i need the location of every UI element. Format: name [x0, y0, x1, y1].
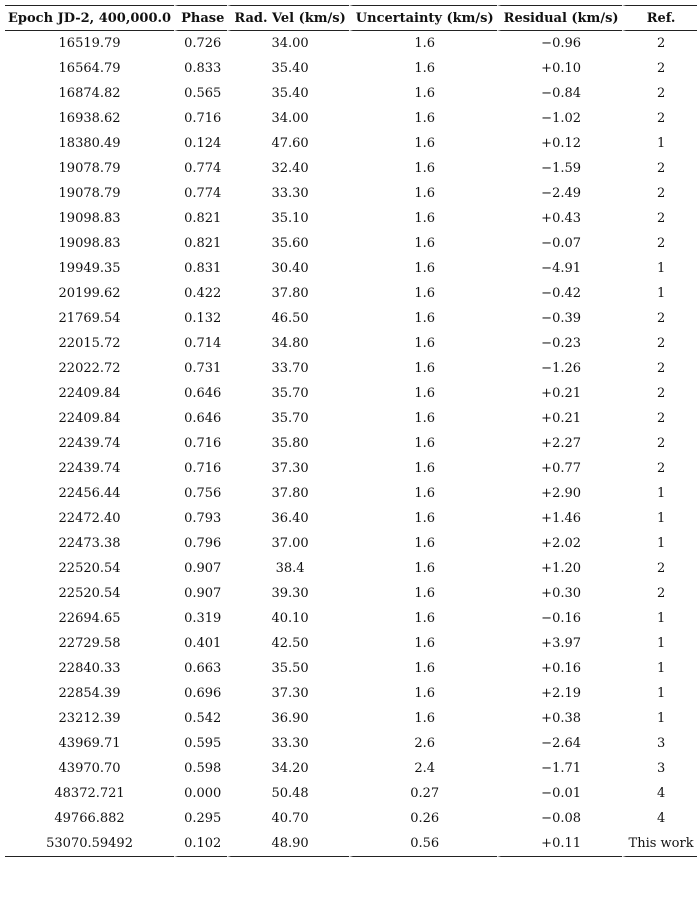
cell-epoch: 53070.59492 — [5, 831, 174, 857]
cell-residual: −1.26 — [497, 356, 622, 381]
table-row — [5, 56, 697, 81]
cell-residual: +2.90 — [497, 481, 622, 506]
cell-phase: 0.907 — [174, 556, 227, 581]
cell-radial-velocity: 37.30 — [227, 681, 348, 706]
cell-uncertainty: 1.6 — [349, 631, 497, 656]
cell-uncertainty: 1.6 — [349, 331, 497, 356]
cell-reference: 2 — [622, 406, 697, 431]
cell-reference: 2 — [622, 556, 697, 581]
cell-uncertainty: 1.6 — [349, 706, 497, 731]
table-row — [5, 531, 697, 556]
cell-uncertainty: 1.6 — [349, 106, 497, 131]
cell-radial-velocity: 34.20 — [227, 756, 348, 781]
cell-uncertainty: 1.6 — [349, 256, 497, 281]
table-row — [5, 506, 697, 531]
table-row — [5, 306, 697, 331]
cell-residual: +0.10 — [497, 56, 622, 81]
cell-uncertainty: 1.6 — [349, 481, 497, 506]
cell-residual: +0.11 — [497, 831, 622, 857]
cell-reference: 2 — [622, 56, 697, 81]
cell-epoch: 43970.70 — [58, 761, 121, 776]
table-row — [5, 181, 697, 206]
cell-uncertainty: 1.6 — [349, 181, 497, 206]
cell-epoch: 23212.39 — [58, 711, 121, 726]
cell-reference: 2 — [622, 306, 697, 331]
cell-residual: +2.02 — [497, 531, 622, 556]
table-row — [5, 231, 697, 256]
table-row — [5, 106, 697, 131]
cell-uncertainty: 1.6 — [349, 506, 497, 531]
cell-epoch: 19098.83 — [58, 236, 121, 251]
cell-uncertainty: 1.6 — [349, 681, 497, 706]
cell-epoch: 22520.54 — [58, 561, 121, 576]
cell-reference: 1 — [622, 481, 697, 506]
table-row — [5, 131, 697, 156]
cell-reference: 1 — [622, 606, 697, 631]
header-residual: Residual (km/s) — [497, 5, 622, 31]
cell-epoch: 19098.83 — [58, 211, 121, 226]
cell-phase: 0.000 — [174, 781, 227, 806]
cell-phase: 0.774 — [174, 156, 227, 181]
cell-residual: −0.01 — [497, 781, 622, 806]
cell-radial-velocity: 36.90 — [227, 706, 348, 731]
cell-uncertainty: 1.6 — [349, 206, 497, 231]
cell-radial-velocity: 33.30 — [227, 181, 348, 206]
header-epoch: Epoch JD-2, 400,000.0 — [5, 5, 174, 31]
cell-radial-velocity: 47.60 — [227, 131, 348, 156]
cell-uncertainty: 2.4 — [349, 756, 497, 781]
cell-phase: 0.646 — [174, 406, 227, 431]
header-reference: Ref. — [622, 5, 697, 31]
cell-radial-velocity: 36.40 — [227, 506, 348, 531]
cell-phase: 0.295 — [174, 806, 227, 831]
cell-reference: 1 — [622, 131, 697, 156]
cell-phase: 0.831 — [174, 256, 227, 281]
cell-epoch: 22840.33 — [58, 661, 121, 676]
cell-residual: −1.71 — [497, 756, 622, 781]
table-row — [5, 356, 697, 381]
table-row — [5, 681, 697, 706]
cell-radial-velocity: 38.4 — [227, 556, 348, 581]
cell-radial-velocity: 34.00 — [227, 31, 348, 56]
cell-uncertainty: 1.6 — [349, 281, 497, 306]
cell-reference: 2 — [622, 456, 697, 481]
cell-reference: 1 — [622, 706, 697, 731]
table-row — [5, 406, 697, 431]
cell-epoch: 16874.82 — [58, 86, 121, 101]
cell-phase: 0.907 — [174, 581, 227, 606]
cell-epoch: 22409.84 — [58, 386, 121, 401]
cell-uncertainty: 1.6 — [349, 306, 497, 331]
cell-phase: 0.714 — [174, 331, 227, 356]
table-row — [5, 781, 697, 806]
cell-phase: 0.696 — [174, 681, 227, 706]
cell-phase: 0.663 — [174, 656, 227, 681]
table-row — [5, 81, 697, 106]
cell-uncertainty: 1.6 — [349, 606, 497, 631]
cell-radial-velocity: 34.00 — [227, 106, 348, 131]
cell-radial-velocity: 34.80 — [227, 331, 348, 356]
cell-radial-velocity: 35.80 — [227, 431, 348, 456]
cell-radial-velocity: 33.70 — [227, 356, 348, 381]
cell-epoch: 48372.721 — [54, 786, 125, 801]
table-row — [5, 806, 697, 831]
cell-uncertainty: 1.6 — [349, 31, 497, 56]
cell-radial-velocity: 35.70 — [227, 381, 348, 406]
table-row — [5, 331, 697, 356]
cell-uncertainty: 1.6 — [349, 381, 497, 406]
cell-epoch: 22472.40 — [58, 511, 121, 526]
cell-radial-velocity: 42.50 — [227, 631, 348, 656]
cell-uncertainty: 0.26 — [349, 806, 497, 831]
cell-residual: −2.49 — [497, 181, 622, 206]
cell-phase: 0.796 — [174, 531, 227, 556]
cell-phase: 0.595 — [174, 731, 227, 756]
cell-epoch: 16938.62 — [58, 111, 121, 126]
table-row — [5, 381, 697, 406]
cell-epoch: 22694.65 — [58, 611, 121, 626]
table-row — [5, 556, 697, 581]
table-row — [5, 206, 697, 231]
table-row — [5, 31, 697, 56]
cell-reference: 1 — [622, 531, 697, 556]
cell-epoch: 18380.49 — [58, 136, 121, 151]
cell-epoch: 22409.84 — [58, 411, 121, 426]
cell-radial-velocity: 40.70 — [227, 806, 348, 831]
cell-uncertainty: 0.56 — [349, 831, 497, 857]
cell-phase: 0.542 — [174, 706, 227, 731]
cell-phase: 0.821 — [174, 231, 227, 256]
cell-phase: 0.793 — [174, 506, 227, 531]
cell-radial-velocity: 37.00 — [227, 531, 348, 556]
cell-epoch: 22015.72 — [58, 336, 121, 351]
cell-radial-velocity: 37.80 — [227, 281, 348, 306]
cell-residual: −0.42 — [497, 281, 622, 306]
cell-residual: −1.59 — [497, 156, 622, 181]
cell-radial-velocity: 40.10 — [227, 606, 348, 631]
cell-residual: −4.91 — [497, 256, 622, 281]
cell-reference: 2 — [622, 181, 697, 206]
cell-reference: 1 — [622, 256, 697, 281]
cell-reference: 2 — [622, 331, 697, 356]
cell-phase: 0.726 — [174, 31, 227, 56]
cell-uncertainty: 1.6 — [349, 406, 497, 431]
header-row — [5, 5, 697, 31]
cell-phase: 0.598 — [174, 756, 227, 781]
cell-uncertainty: 2.6 — [349, 731, 497, 756]
header-radial-velocity: Rad. Vel (km/s) — [227, 5, 348, 31]
table-row — [5, 581, 697, 606]
cell-residual: +2.27 — [497, 431, 622, 456]
cell-residual: +0.30 — [497, 581, 622, 606]
table-row — [5, 156, 697, 181]
cell-residual: +1.46 — [497, 506, 622, 531]
cell-radial-velocity: 35.60 — [227, 231, 348, 256]
table-row — [5, 731, 697, 756]
cell-radial-velocity: 48.90 — [227, 831, 348, 857]
cell-residual: +3.97 — [497, 631, 622, 656]
cell-residual: −0.08 — [497, 806, 622, 831]
cell-uncertainty: 1.6 — [349, 131, 497, 156]
cell-uncertainty: 0.27 — [349, 781, 497, 806]
cell-reference: This work — [622, 831, 697, 857]
table-row — [5, 281, 697, 306]
cell-reference: 3 — [622, 756, 697, 781]
cell-uncertainty: 1.6 — [349, 81, 497, 106]
cell-residual: +0.16 — [497, 656, 622, 681]
cell-radial-velocity: 35.40 — [227, 81, 348, 106]
cell-uncertainty: 1.6 — [349, 431, 497, 456]
cell-uncertainty: 1.6 — [349, 156, 497, 181]
cell-reference: 2 — [622, 356, 697, 381]
cell-residual: −0.07 — [497, 231, 622, 256]
cell-phase: 0.422 — [174, 281, 227, 306]
cell-epoch: 22439.74 — [58, 436, 121, 451]
cell-residual: −0.39 — [497, 306, 622, 331]
cell-uncertainty: 1.6 — [349, 456, 497, 481]
cell-epoch: 19078.79 — [58, 186, 121, 201]
table-row — [5, 706, 697, 731]
table-body — [5, 31, 697, 857]
cell-phase: 0.716 — [174, 456, 227, 481]
cell-radial-velocity: 35.50 — [227, 656, 348, 681]
cell-radial-velocity: 32.40 — [227, 156, 348, 181]
cell-radial-velocity: 37.30 — [227, 456, 348, 481]
cell-residual: +0.21 — [497, 381, 622, 406]
radial-velocity-table — [5, 5, 697, 857]
cell-phase: 0.646 — [174, 381, 227, 406]
cell-reference: 1 — [622, 281, 697, 306]
header-phase: Phase — [174, 5, 227, 31]
cell-reference: 2 — [622, 106, 697, 131]
cell-epoch: 16564.79 — [58, 61, 121, 76]
cell-reference: 1 — [622, 506, 697, 531]
cell-residual: −0.84 — [497, 81, 622, 106]
cell-radial-velocity: 30.40 — [227, 256, 348, 281]
cell-epoch: 22520.54 — [58, 586, 121, 601]
table-row — [5, 656, 697, 681]
cell-radial-velocity: 33.30 — [227, 731, 348, 756]
table-row — [5, 831, 697, 857]
cell-epoch: 16519.79 — [58, 36, 121, 51]
cell-reference: 1 — [622, 681, 697, 706]
header-uncertainty: Uncertainty (km/s) — [349, 5, 497, 31]
cell-epoch: 22729.58 — [58, 636, 121, 651]
cell-phase: 0.124 — [174, 131, 227, 156]
cell-phase: 0.102 — [174, 831, 227, 857]
cell-radial-velocity: 46.50 — [227, 306, 348, 331]
cell-reference: 2 — [622, 431, 697, 456]
cell-residual: −0.23 — [497, 331, 622, 356]
cell-epoch: 22473.38 — [58, 536, 121, 551]
cell-residual: +2.19 — [497, 681, 622, 706]
table-row — [5, 756, 697, 781]
cell-phase: 0.565 — [174, 81, 227, 106]
cell-uncertainty: 1.6 — [349, 356, 497, 381]
cell-epoch: 22022.72 — [58, 361, 121, 376]
cell-reference: 2 — [622, 231, 697, 256]
cell-epoch: 22854.39 — [58, 686, 121, 701]
cell-reference: 2 — [622, 31, 697, 56]
cell-reference: 2 — [622, 206, 697, 231]
cell-phase: 0.756 — [174, 481, 227, 506]
cell-epoch: 19949.35 — [58, 261, 121, 276]
cell-phase: 0.716 — [174, 106, 227, 131]
cell-uncertainty: 1.6 — [349, 581, 497, 606]
cell-phase: 0.833 — [174, 56, 227, 81]
cell-epoch: 49766.882 — [54, 811, 125, 826]
cell-phase: 0.319 — [174, 606, 227, 631]
cell-phase: 0.401 — [174, 631, 227, 656]
cell-reference: 1 — [622, 631, 697, 656]
cell-reference: 4 — [622, 781, 697, 806]
cell-radial-velocity: 35.10 — [227, 206, 348, 231]
table-row — [5, 481, 697, 506]
table-row — [5, 631, 697, 656]
table-row — [5, 431, 697, 456]
cell-phase: 0.132 — [174, 306, 227, 331]
cell-residual: +0.77 — [497, 456, 622, 481]
cell-epoch: 20199.62 — [58, 286, 121, 301]
cell-uncertainty: 1.6 — [349, 56, 497, 81]
cell-reference: 4 — [622, 806, 697, 831]
cell-reference: 1 — [622, 656, 697, 681]
cell-radial-velocity: 39.30 — [227, 581, 348, 606]
cell-epoch: 43969.71 — [58, 736, 121, 751]
cell-epoch: 19078.79 — [58, 161, 121, 176]
cell-residual: −1.02 — [497, 106, 622, 131]
cell-radial-velocity: 35.70 — [227, 406, 348, 431]
cell-reference: 2 — [622, 81, 697, 106]
cell-phase: 0.774 — [174, 181, 227, 206]
cell-residual: +0.43 — [497, 206, 622, 231]
cell-phase: 0.716 — [174, 431, 227, 456]
cell-residual: −2.64 — [497, 731, 622, 756]
cell-reference: 2 — [622, 581, 697, 606]
cell-residual: +0.38 — [497, 706, 622, 731]
cell-reference: 3 — [622, 731, 697, 756]
cell-uncertainty: 1.6 — [349, 556, 497, 581]
cell-reference: 2 — [622, 381, 697, 406]
cell-epoch: 22456.44 — [58, 486, 121, 501]
cell-residual: +1.20 — [497, 556, 622, 581]
cell-uncertainty: 1.6 — [349, 231, 497, 256]
cell-epoch: 22439.74 — [58, 461, 121, 476]
cell-uncertainty: 1.6 — [349, 531, 497, 556]
cell-residual: −0.96 — [497, 31, 622, 56]
cell-residual: +0.21 — [497, 406, 622, 431]
cell-epoch: 21769.54 — [58, 311, 121, 326]
cell-reference: 2 — [622, 156, 697, 181]
cell-radial-velocity: 50.48 — [227, 781, 348, 806]
cell-residual: −0.16 — [497, 606, 622, 631]
cell-phase: 0.821 — [174, 206, 227, 231]
table-row — [5, 606, 697, 631]
cell-uncertainty: 1.6 — [349, 656, 497, 681]
cell-radial-velocity: 37.80 — [227, 481, 348, 506]
cell-phase: 0.731 — [174, 356, 227, 381]
table-row — [5, 256, 697, 281]
cell-residual: +0.12 — [497, 131, 622, 156]
cell-radial-velocity: 35.40 — [227, 56, 348, 81]
table-row — [5, 456, 697, 481]
